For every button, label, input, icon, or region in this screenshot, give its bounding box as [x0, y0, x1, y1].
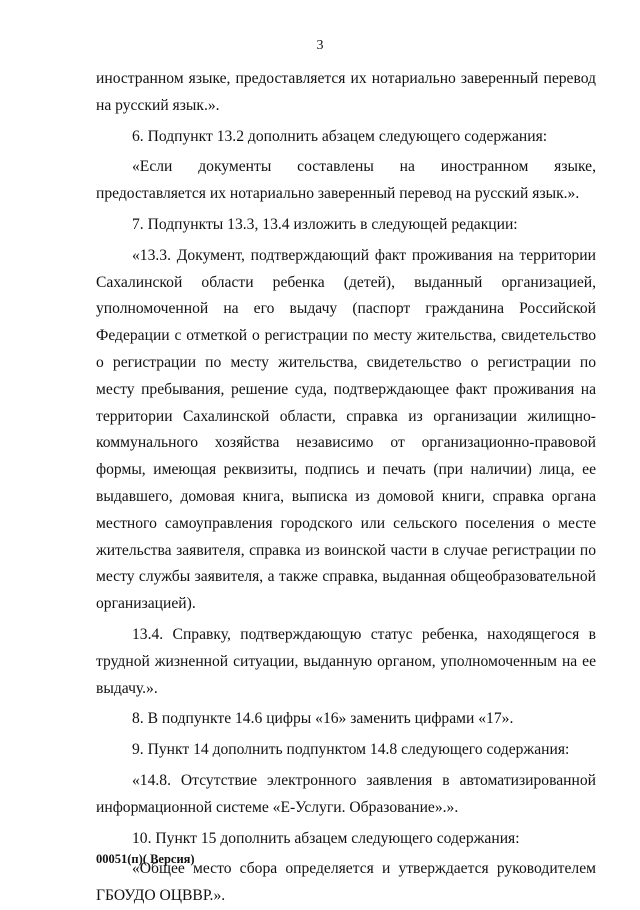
paragraph-13-4: 13.4. Справку, подтверждающую статус ребенка, находящегося в трудной жизненной ситуации, выданную органом, уполномоченным на ее выдачу.».: [96, 625, 596, 697]
document-body: [96, 66, 596, 910]
page-number: 3: [316, 38, 324, 53]
paragraph-quote-13-2: «Если документы составлены на иностранном языке, предоставляется их нотариально заверенный перевод на русский язык.».: [96, 158, 596, 203]
paragraph-quote-15: «Общее место сбора определяется и утверждается руководителем ГБОУДО ОЦВВР.».: [96, 860, 596, 905]
paragraph-quote-13-3: «13.3. Документ, подтверждающий факт проживания на территории Сахалинской области ребенка (детей), выданный организацией, уполномоченной на его выдачу (паспорт гражданина Российской Федерации с отметкой о регистрации по месту жительства, свидетельство о регистрации по месту жительства, свидетельство о регистрации по месту пребывания, решение суда, подтверждающее факт проживания на территории Сахалинской области, справка из организации жилищно-коммунального хозяйства независимо от организационно-правовой формы, имеющая реквизиты, подпись и печать (при наличии) лица, ее выдавшего, домовая книга, выписка из домовой книги, справка органа местного самоуправления городского или сельского поселения о месте жительства заявителя, справка из воинской части в случае регистрации по месту службы заявителя, а также справка, выданная общеобразовательной организацией).: [96, 246, 596, 613]
paragraph-item-9: 9. Пункт 14 дополнить подпунктом 14.8 следующего содержания:: [132, 741, 570, 759]
paragraph-item-7: 7. Подпункты 13.3, 13.4 изложить в следующей редакции:: [132, 215, 518, 233]
paragraph-quote-14-8: «14.8. Отсутствие электронного заявления в автоматизированной информационной системе «Е-Услуги. Образование».».: [96, 771, 596, 816]
paragraph-item-6: 6. Подпункт 13.2 дополнить абзацем следующего содержания:: [132, 127, 548, 145]
paragraph-continuation: иностранном языке, предоставляется их нотариально заверенный перевод на русский язык.».: [96, 70, 596, 114]
paragraph-item-10: 10. Пункт 15 дополнить абзацем следующего содержания:: [132, 829, 520, 847]
document-footer-code: 00051(п)( Версия): [96, 852, 195, 866]
paragraph-item-8: 8. В подпункте 14.6 цифры «16» заменить цифрами «17».: [132, 710, 514, 728]
